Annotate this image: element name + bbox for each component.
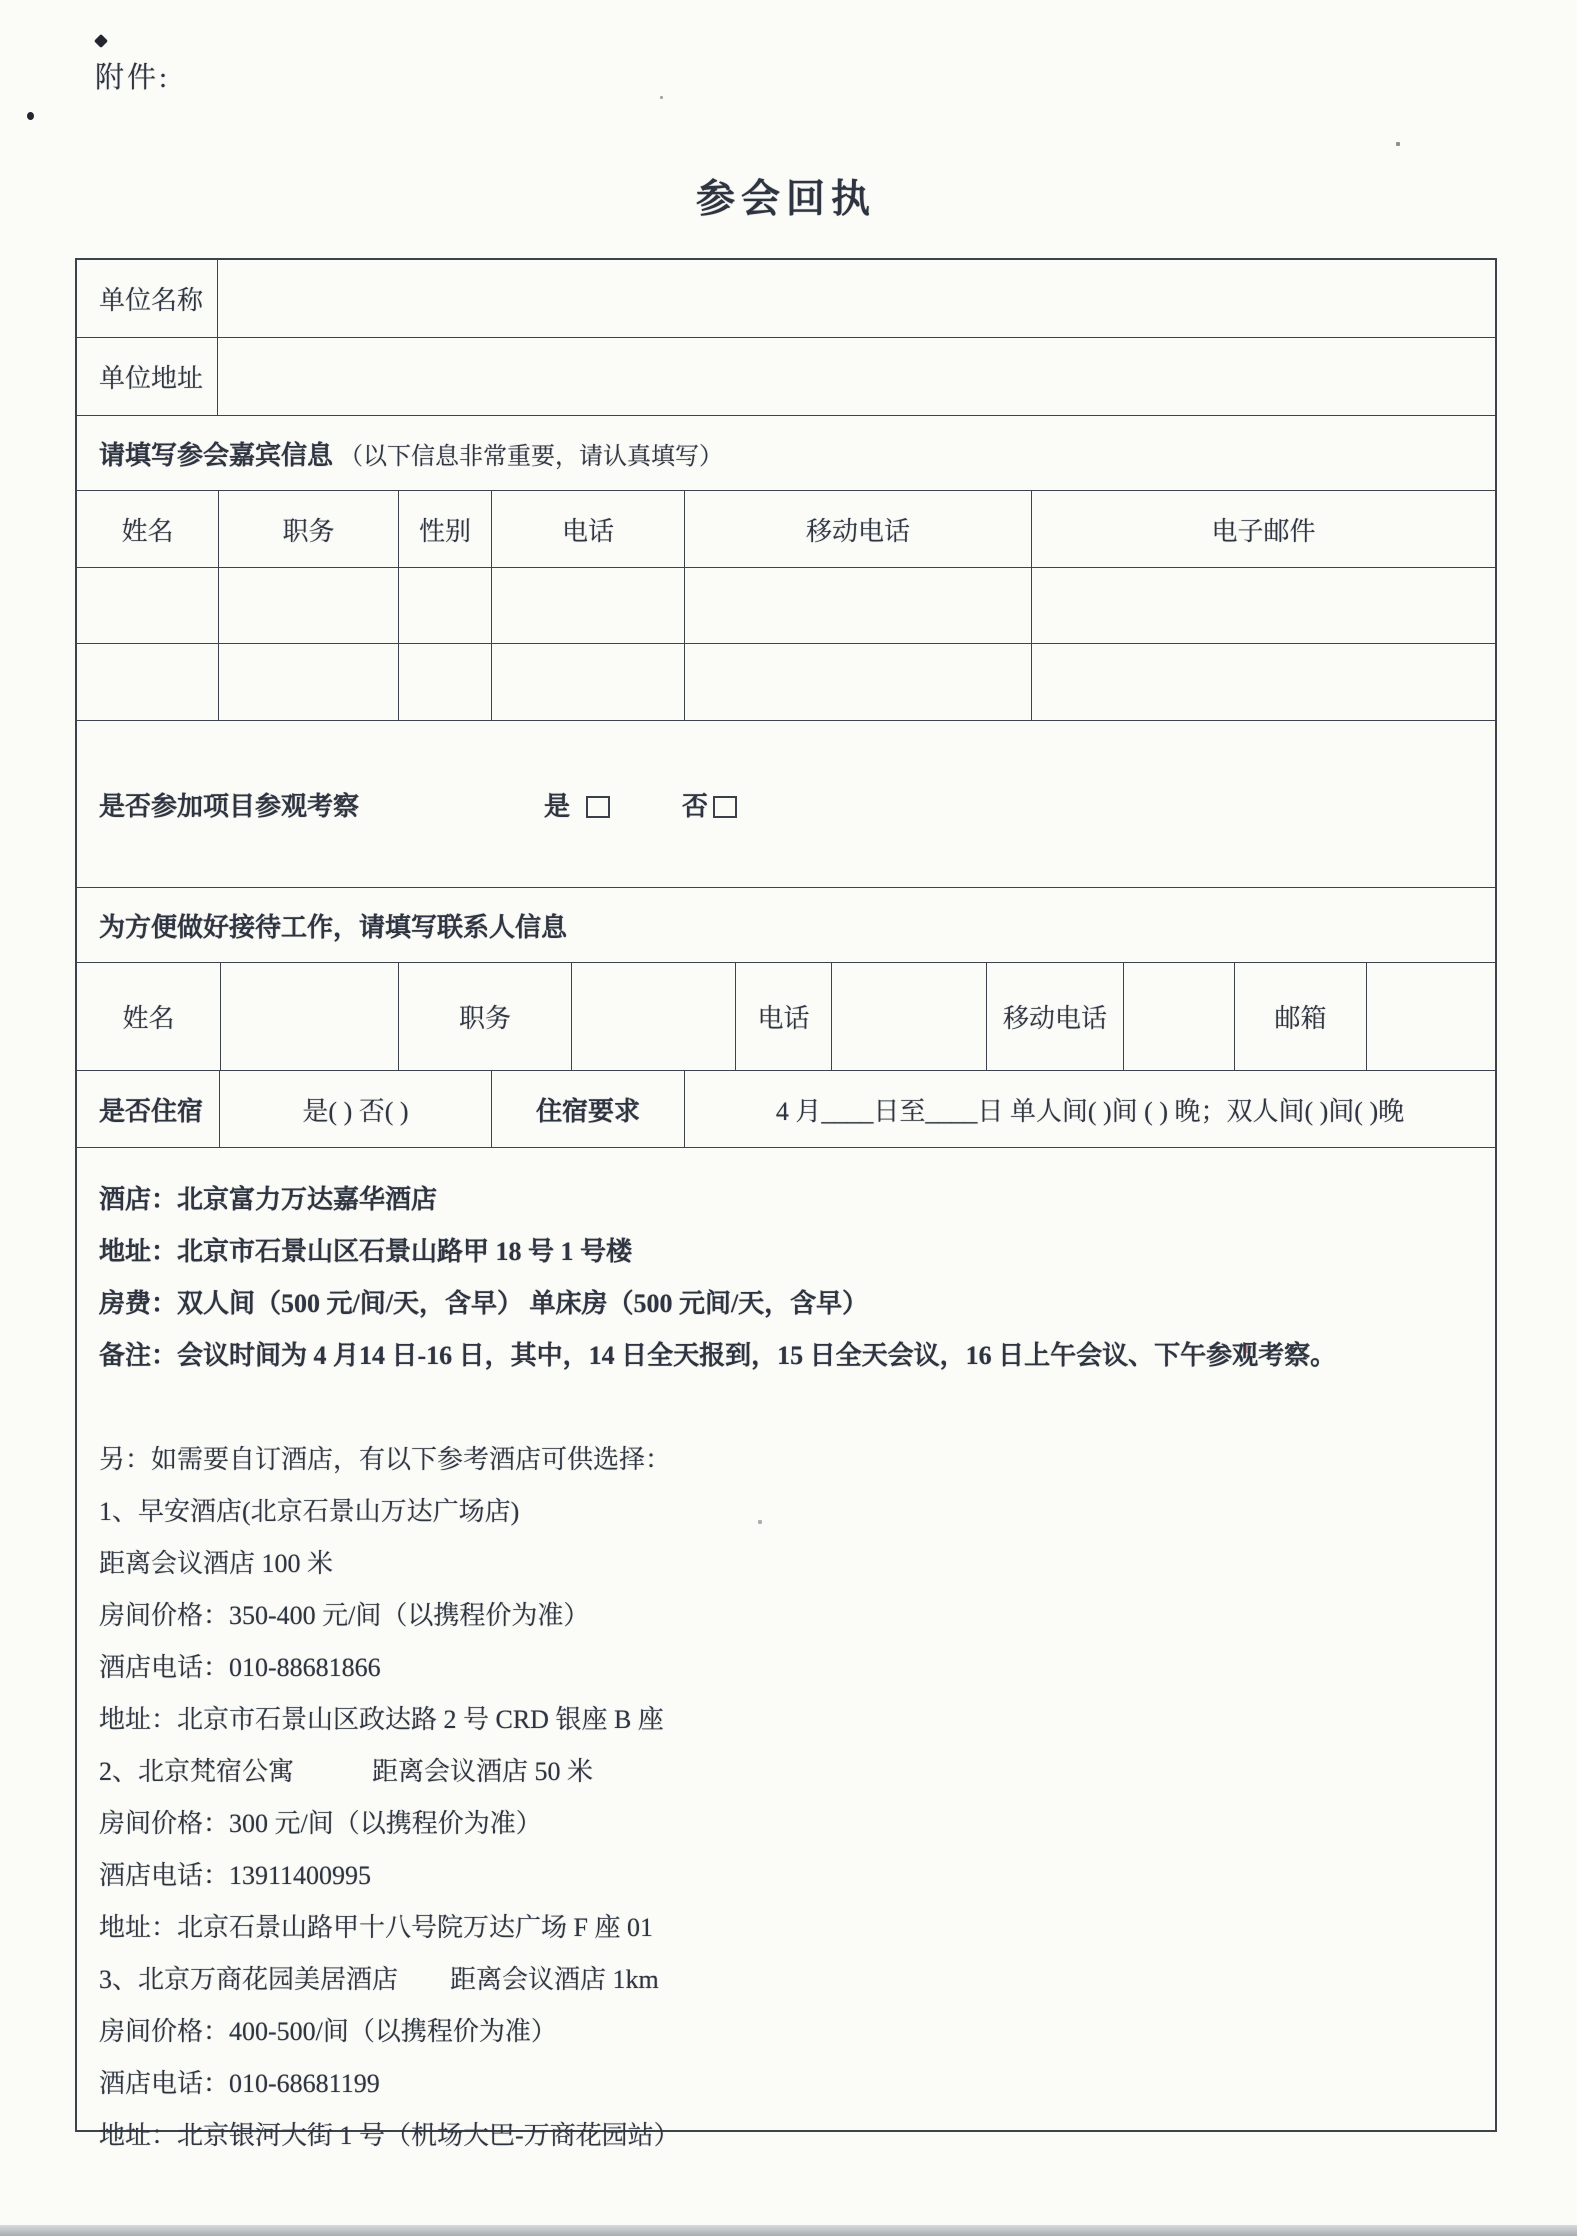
guest-input-cell[interactable] [399, 644, 492, 720]
conference-hotel-price: 房费：双人间（500 元/间/天，含早） 单床房（500 元间/天，含早） [99, 1289, 869, 1318]
scan-speck [27, 112, 34, 120]
guest-header-email: 电子邮件 [1211, 516, 1316, 546]
conference-hotel-name: 酒店：北京富力万达嘉华酒店 [99, 1185, 438, 1214]
guest-input-cell[interactable] [492, 568, 685, 643]
contact-name-input-cell[interactable] [221, 963, 399, 1070]
contact-position-label: 职务 [399, 963, 572, 1070]
unit-address-input-cell[interactable] [218, 338, 1495, 415]
contact-mobile-label: 移动电话 [987, 963, 1124, 1070]
alt-hotel-3-phone: 酒店电话：010-68681199 [99, 2069, 380, 2098]
contact-note-row [77, 888, 1495, 963]
unit-name-row [77, 260, 1495, 338]
visit-no-label: 否 [682, 791, 709, 821]
alt-hotel-2-name: 2、北京梵宿公寓 距离会议酒店 50 米 [99, 1757, 594, 1786]
alt-hotel-1-address: 地址：北京市石景山区政达路 2 号 CRD 银座 B 座 [99, 1705, 664, 1734]
lodging-stay-label: 是否住宿 [77, 1071, 220, 1147]
guest-header-phone: 电话 [492, 491, 685, 567]
page-title: 参会回执 [695, 178, 876, 221]
contact-name-label: 姓名 [77, 963, 221, 1070]
alt-hotel-1-distance: 距离会议酒店 100 米 [99, 1549, 334, 1578]
scan-speck [94, 34, 108, 48]
guest-input-cell[interactable] [685, 568, 1032, 643]
contact-email-label: 邮箱 [1235, 963, 1367, 1070]
scan-speck [660, 96, 663, 99]
lodging-require-value[interactable]: 4 月____日至____日 单人间( )间 ( ) 晚；双人间( )间( )晚 [775, 1096, 1405, 1126]
alt-hotel-1-name: 1、早安酒店(北京石景山万达广场店) [99, 1497, 520, 1526]
guest-header-row [77, 491, 1495, 568]
contact-phone-label: 电话 [736, 963, 832, 1070]
lodging-stay-options[interactable]: 是( ) 否( ) [220, 1071, 492, 1147]
hotel-info-cell [77, 1148, 1495, 2150]
visit-yes-checkbox[interactable] [586, 796, 610, 818]
alt-hotel-2-phone: 酒店电话：13911400995 [99, 1861, 372, 1890]
guest-row [77, 644, 1495, 721]
guest-input-cell[interactable] [77, 568, 219, 643]
unit-name-label: 单位名称 [77, 260, 218, 337]
alt-hotel-3-address: 地址：北京银河大街 1 号（机场大巴-万商花园站） [99, 2121, 680, 2150]
lodging-require-label: 住宿要求 [492, 1071, 685, 1147]
visit-question: 是否参加项目参观考察 [99, 791, 360, 821]
guest-note-cell [77, 416, 1495, 490]
visit-no-checkbox[interactable] [713, 796, 737, 818]
guest-input-cell[interactable] [492, 644, 685, 720]
unit-address-label: 单位地址 [77, 338, 218, 415]
alt-hotel-3-name: 3、北京万商花园美居酒店 距离会议酒店 1km [99, 1965, 659, 1994]
contact-position-input-cell[interactable] [572, 963, 736, 1070]
alt-hotel-2-address: 地址：北京石景山路甲十八号院万达广场 F 座 01 [99, 1913, 653, 1942]
guest-input-cell[interactable] [77, 644, 219, 720]
visit-yes-option [544, 786, 610, 823]
guest-note-bold: 请填写参会嘉宾信息 [99, 440, 334, 470]
attachment-label: 附件: [95, 62, 171, 94]
alt-hotel-3-price: 房间价格：400-500/间（以携程价为准） [99, 2017, 557, 2046]
unit-address-row [77, 338, 1495, 416]
alt-hotels-intro: 另：如需要自订酒店，有以下参考酒店可供选择： [99, 1445, 672, 1474]
guest-input-cell[interactable] [685, 644, 1032, 720]
conference-hotel-address: 地址：北京市石景山区石景山路甲 18 号 1 号楼 [99, 1237, 633, 1266]
contact-phone-input-cell[interactable] [832, 963, 987, 1070]
guest-header-position: 职务 [219, 491, 399, 567]
alt-hotel-1-price: 房间价格：350-400 元/间（以携程价为准） [99, 1601, 590, 1630]
visit-cell [77, 721, 1495, 887]
guest-input-cell[interactable] [1032, 644, 1495, 720]
guest-header-gender: 性别 [399, 491, 492, 567]
visit-row [77, 721, 1495, 888]
guest-input-cell[interactable] [219, 644, 399, 720]
visit-yes-label: 是 [544, 791, 571, 821]
lodging-row [77, 1071, 1495, 1148]
guest-row [77, 568, 1495, 644]
alt-hotel-1-phone: 酒店电话：010-88681866 [99, 1653, 381, 1682]
visit-no-option [682, 786, 737, 823]
scan-speck [1396, 142, 1400, 146]
contact-email-input-cell[interactable] [1367, 963, 1495, 1070]
conference-hotel-note: 备注：会议时间为 4 月14 日-16 日，其中，14 日全天报到，15 日全天会议，16 日上午会议、下午参观考察。 [99, 1341, 1337, 1370]
guest-input-cell[interactable] [219, 568, 399, 643]
guest-header-name: 姓名 [77, 491, 219, 567]
guest-header-mobile: 移动电话 [685, 491, 1032, 567]
unit-name-input-cell[interactable] [218, 260, 1495, 337]
guest-input-cell[interactable] [399, 568, 492, 643]
hotel-info-row [77, 1148, 1495, 2150]
contact-note: 为方便做好接待工作，请填写联系人信息 [99, 912, 568, 942]
guest-note-row [77, 416, 1495, 491]
guest-input-cell[interactable] [1032, 568, 1495, 643]
guest-note-rest: （以下信息非常重要，请认真填写） [339, 443, 724, 470]
registration-form-table [75, 258, 1497, 2150]
contact-row [77, 963, 1495, 1071]
alt-hotel-2-price: 房间价格：300 元/间（以携程价为准） [99, 1809, 542, 1838]
scan-edge-shadow [0, 2225, 1577, 2236]
contact-mobile-input-cell[interactable] [1124, 963, 1235, 1070]
